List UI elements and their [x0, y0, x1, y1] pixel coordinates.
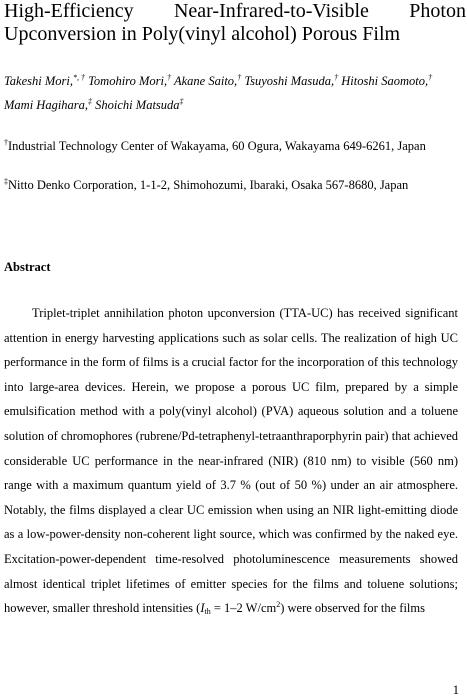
author-mark: † [237, 73, 242, 82]
author-mark: † [428, 73, 433, 82]
author-mark: ‡ [88, 97, 93, 106]
unit-superscript: 2 [276, 600, 281, 610]
affiliation-text: Nitto Denko Corporation, 1-1-2, Shimohozumi, Ibaraki, Osaka 567-8680, Japan [8, 178, 409, 192]
author-mark: † [167, 73, 172, 82]
abstract-text: = 1–2 W/cm [210, 601, 277, 616]
author-name: Mami Hagihara, [4, 98, 89, 112]
page-number: 1 [452, 683, 459, 697]
abstract-text: ) were observed for the films [280, 601, 425, 616]
affiliation-mark: † [4, 138, 8, 147]
affiliation-text: Industrial Technology Center of Wakayama, 60 Ogura, Wakayama 649-6261, Japan [8, 139, 426, 153]
author-name: Tsuyoshi Masuda, [244, 74, 335, 88]
author-mark: † [334, 73, 339, 82]
affiliation-mark: ‡ [4, 177, 8, 186]
affiliation [4, 138, 464, 154]
paper-title: High-Efficiency Near-Infrared-to-Visible Photon Upconversion in Poly(vinyl alcohol) Porous Film [4, 0, 466, 45]
author-mark: *, † [73, 73, 85, 82]
abstract-body [4, 301, 458, 621]
threshold-symbol: I [200, 601, 205, 616]
author-name: Akane Saito, [174, 74, 238, 88]
author-name: Tomohiro Mori, [88, 74, 168, 88]
author-mark: ‡ [179, 97, 184, 106]
affiliation [4, 177, 464, 193]
author-list [4, 69, 464, 117]
abstract-heading: Abstract [4, 260, 51, 274]
author-name: Takeshi Mori, [4, 74, 73, 88]
author-name: Hitoshi Saomoto, [341, 74, 429, 88]
threshold-subscript: th [204, 607, 211, 617]
abstract-text: Triplet-triplet annihilation photon upconversion (TTA-UC) has received significant attention in energy harvesting applications such as solar cells. The realization of high UC performance in the form of films is a crucial factor for the incorporation of this technology into large-area devices. Herein, we propose a porous UC film, prepared by a simple emulsification method with a poly(vinyl alcohol) (PVA) aqueous solution and a toluene solution of chromophores (rubrene/Pd-tetraphenyl-tetraanthraporphyrin pair) that achieved considerable UC performance in the near-infrared (NIR) (810 nm) to visible (560 nm) range with a maximum quantum yield of 3.7 % (out of 50 %) under an air atmosphere. Notably, the films displayed a clear UC emission when using an NIR light-emitting diode as a low-power-density non-coherent light source, which was confirmed by the naked eye. Excitation-power-dependent time-resolved photoluminescence measurements showed almost identical triplet lifetimes of emitter species for the films and toluene solutions; however, smaller threshold intensities ( [4, 306, 459, 616]
author-name: Shoichi Matsuda [95, 98, 180, 112]
